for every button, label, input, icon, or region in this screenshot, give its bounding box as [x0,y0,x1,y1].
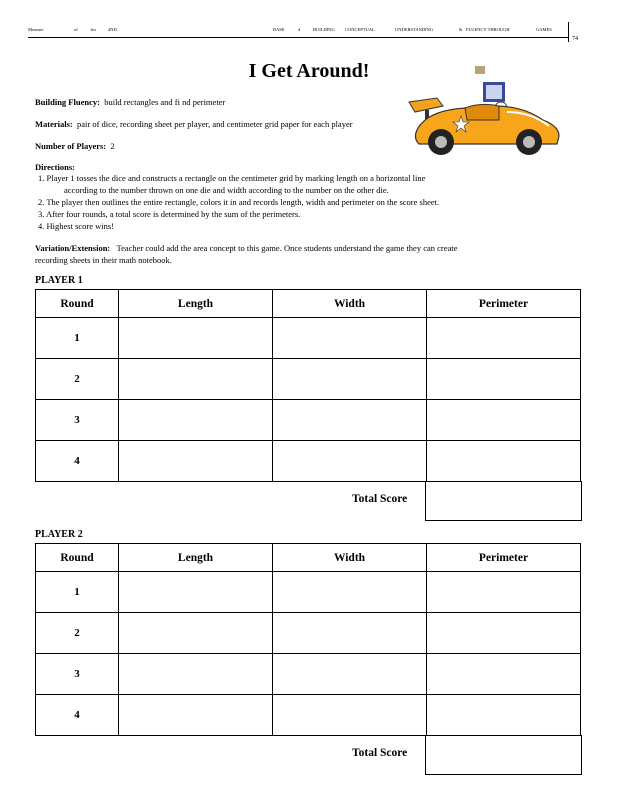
player-2-total-label: Total Score [352,747,408,759]
player-2-label: PLAYER 2 [35,529,83,540]
width-cell[interactable] [273,695,427,736]
header-item: BASE [273,27,285,32]
header-item: 4ND [108,27,117,32]
materials-text: pair of dice, recording sheet per player, and centimeter grid paper for each player [77,119,353,129]
table-row [36,695,581,736]
fluency-label: Building Fluency: [35,97,100,107]
fluency-text: build rectangles and fi nd perimeter [104,97,226,107]
length-cell[interactable] [119,695,273,736]
player-2-score-table [35,543,581,736]
players-label: Number of Players: [35,141,107,151]
column-header-width: Width [273,544,427,572]
table-header-row [36,544,581,572]
perimeter-cell[interactable] [427,359,581,400]
direction-step: 2. The player then outlines the entire rectangle, colors it in and records length, width and perimeter on the score sheet. [38,197,440,207]
direction-step: 4. Highest score wins! [38,221,115,231]
width-cell[interactable] [273,654,427,695]
table-row [36,441,581,482]
perimeter-cell[interactable] [427,400,581,441]
direction-step: 3. After four rounds, a total score is determined by the sum of the perimeters. [38,209,301,219]
header-divider [568,22,569,42]
header-item: 1m [90,27,96,32]
variation-line [35,243,457,253]
width-cell[interactable] [273,572,427,613]
race-car-icon [403,62,563,157]
length-cell[interactable] [119,613,273,654]
table-row [36,654,581,695]
width-cell[interactable] [273,400,427,441]
round-number: 1 [36,572,119,613]
player-1-label: PLAYER 1 [35,275,83,286]
round-number: 2 [36,359,119,400]
perimeter-cell[interactable] [427,572,581,613]
perimeter-cell[interactable] [427,441,581,482]
table-row [36,359,581,400]
round-number: 4 [36,695,119,736]
player-2-total-score-box[interactable] [425,735,582,775]
direction-step: 1. Player 1 tosses the dice and constructs a rectangle on the centimeter grid by marking length on a horizontal line [38,173,426,183]
materials-label: Materials: [35,119,73,129]
perimeter-cell[interactable] [427,654,581,695]
column-header-perimeter: Perimeter [427,290,581,318]
length-cell[interactable] [119,441,273,482]
header-item: 4 [298,27,301,32]
players-text: 2 [110,141,115,151]
width-cell[interactable] [273,613,427,654]
player-1-total-score-box[interactable] [425,481,582,521]
header-item: FLUENCY THROUGH [466,27,510,32]
table-row [36,572,581,613]
table-row [36,318,581,359]
player-1-total-label: Total Score [352,493,408,505]
length-cell[interactable] [119,654,273,695]
variation-label: Variation/Extension: [35,243,111,253]
width-cell[interactable] [273,441,427,482]
column-header-length: Length [119,544,273,572]
column-header-round: Round [36,544,119,572]
perimeter-cell[interactable] [427,695,581,736]
column-header-round: Round [36,290,119,318]
page-number: 74 [572,36,578,42]
table-row [36,400,581,441]
width-cell[interactable] [273,359,427,400]
players-line [35,141,115,151]
round-number: 3 [36,400,119,441]
header-item: & [459,27,463,32]
direction-step: according to the number thrown on one die and width according to the number on the other die. [64,185,389,195]
header-item: UNDERSTANDING [395,27,434,32]
page-header [0,27,618,37]
header-item: Measure [28,27,44,32]
table-header-row [36,290,581,318]
header-item: CONCEPTUAL [345,27,375,32]
round-number: 4 [36,441,119,482]
fluency-line [35,97,225,107]
materials-line [35,119,353,129]
length-cell[interactable] [119,400,273,441]
length-cell[interactable] [119,318,273,359]
header-item: of [74,27,78,32]
header-item: GAMES [536,27,552,32]
length-cell[interactable] [119,572,273,613]
table-row [36,613,581,654]
column-header-width: Width [273,290,427,318]
variation-text: Teacher could add the area concept to this game. Once students understand the game they can create [116,243,458,253]
page-title: I Get Around! [248,60,370,82]
round-number: 1 [36,318,119,359]
perimeter-cell[interactable] [427,318,581,359]
length-cell[interactable] [119,359,273,400]
perimeter-cell[interactable] [427,613,581,654]
round-number: 3 [36,654,119,695]
player-1-score-table [35,289,581,482]
header-rule [28,37,568,38]
column-header-perimeter: Perimeter [427,544,581,572]
round-number: 2 [36,613,119,654]
column-header-length: Length [119,290,273,318]
header-item: BUILDING [313,27,335,32]
directions-label: Directions: [35,162,75,172]
variation-line-2: recording sheets in their math notebook. [35,255,172,265]
width-cell[interactable] [273,318,427,359]
